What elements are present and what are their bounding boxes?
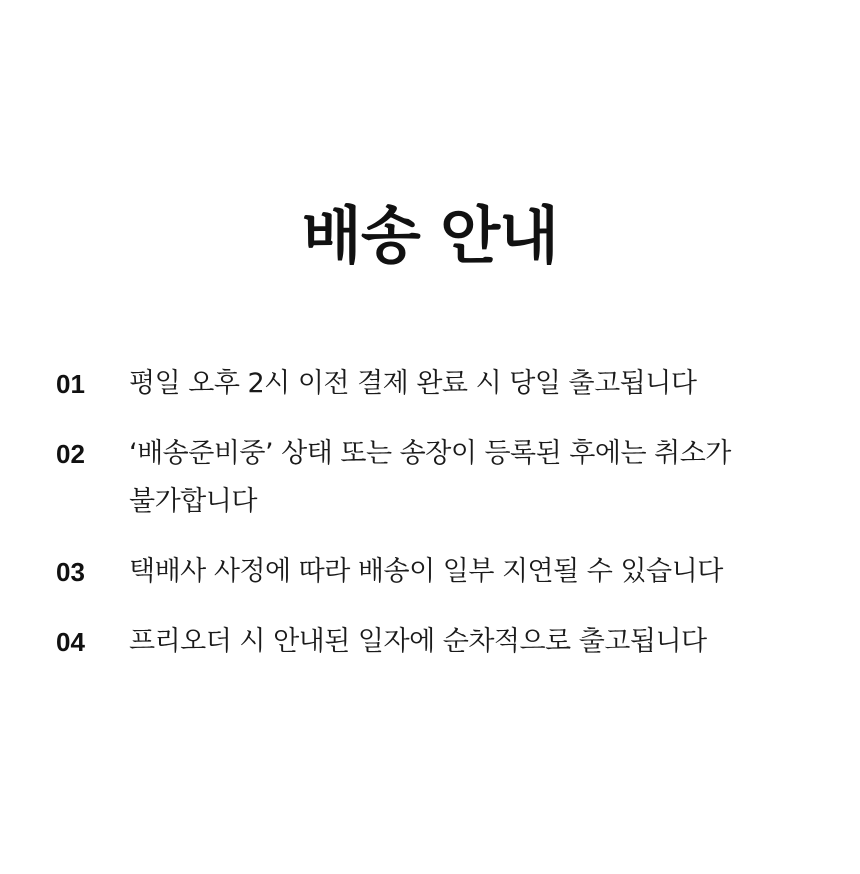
shipping-notice-list <box>56 364 816 692</box>
notice-number: 01 <box>56 369 85 399</box>
page-title: 배송 안내 <box>301 199 559 272</box>
notice-text: 프리오더 시 안내된 일자에 순차적으로 출고됩니다 <box>129 626 707 657</box>
notice-text: 평일 오후 2시 이전 결제 완료 시 당일 출고됩니다 <box>129 368 697 399</box>
notice-number: 02 <box>56 439 85 469</box>
notice-text: 택배사 사정에 따라 배송이 일부 지연될 수 있습니다 <box>129 556 723 587</box>
notice-item-02 <box>56 434 816 526</box>
notice-number: 03 <box>56 557 85 587</box>
notice-number: 04 <box>56 627 85 657</box>
notice-item-01 <box>56 364 816 408</box>
notice-text: ‘배송준비중’ 상태 또는 송장이 등록된 후에는 취소가 불가합니다 <box>129 438 731 517</box>
notice-item-03 <box>56 552 816 596</box>
notice-item-04 <box>56 622 816 666</box>
